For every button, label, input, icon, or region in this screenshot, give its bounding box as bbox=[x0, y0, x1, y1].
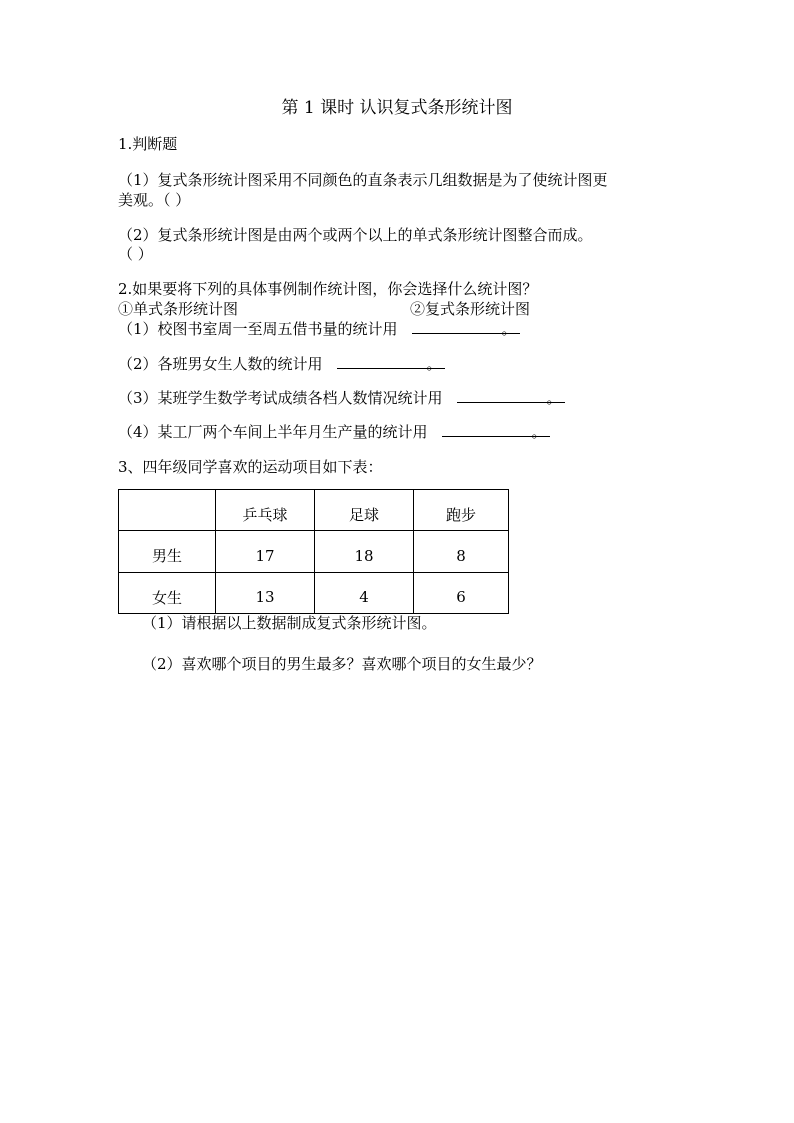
table-cell: 6 bbox=[414, 573, 509, 614]
q2-item-1-text: （1）校图书室周一至周五借书量的统计用 bbox=[118, 320, 398, 338]
q2-item-4 bbox=[118, 422, 550, 442]
table-cell: 8 bbox=[414, 531, 509, 573]
page-title: 第 1 课时 认识复式条形统计图 bbox=[281, 98, 513, 118]
q1-item1-line2: 美观。（ ） bbox=[118, 191, 191, 209]
q2-item-1 bbox=[118, 319, 520, 339]
q1-item2-line2: （ ） bbox=[118, 245, 153, 263]
q2-item-2-period: 。 bbox=[426, 355, 442, 373]
q2-item-3-text: （3）某班学生数学考试成绩各档人数情况统计用 bbox=[118, 389, 443, 407]
q2-choice-1: ①单式条形统计图 bbox=[118, 300, 239, 318]
q1-item2-line1: （2）复式条形统计图是由两个或两个以上的单式条形统计图整合而成。 bbox=[118, 226, 593, 244]
table-header-cell: 足球 bbox=[315, 490, 414, 531]
q2-item-1-period: 。 bbox=[501, 320, 517, 338]
table-cell: 4 bbox=[315, 573, 414, 614]
table-row bbox=[119, 531, 509, 573]
table-cell: 17 bbox=[216, 531, 315, 573]
q2-item-2-text: （2）各班男女生人数的统计用 bbox=[118, 355, 323, 373]
q2-item-2 bbox=[118, 354, 445, 374]
q2-item-4-period: 。 bbox=[531, 423, 547, 441]
q2-item-2-answer-blank[interactable] bbox=[337, 354, 445, 373]
q3-sub-1: （1）请根据以上数据制成复式条形统计图。 bbox=[142, 614, 437, 632]
q2-heading: 2.如果要将下列的具体事例制作统计图，你会选择什么统计图？ bbox=[118, 280, 538, 298]
table-header-cell: 乒乓球 bbox=[216, 490, 315, 531]
sports-table bbox=[118, 489, 509, 614]
q2-item-4-answer-blank[interactable] bbox=[442, 422, 550, 441]
table-header-row bbox=[119, 490, 509, 531]
table-header-cell bbox=[119, 490, 216, 531]
q1-heading: 1.判断题 bbox=[118, 135, 178, 153]
table-row bbox=[119, 573, 509, 614]
q3-heading: 3、四年级同学喜欢的运动项目如下表： bbox=[118, 458, 383, 476]
table-cell: 18 bbox=[315, 531, 414, 573]
q1-item1-line1: （1）复式条形统计图采用不同颜色的直条表示几组数据是为了使统计图更 bbox=[118, 171, 608, 189]
q2-item-4-text: （4）某工厂两个车间上半年月生产量的统计用 bbox=[118, 423, 428, 441]
q2-item-3-period: 。 bbox=[546, 389, 562, 407]
q2-item-3 bbox=[118, 388, 565, 408]
q3-sub-2: （2）喜欢哪个项目的男生最多？喜欢哪个项目的女生最少？ bbox=[142, 655, 542, 673]
q2-item-3-answer-blank[interactable] bbox=[457, 388, 565, 407]
table-cell: 女生 bbox=[119, 573, 216, 614]
table-cell: 13 bbox=[216, 573, 315, 614]
q2-choice-2: ②复式条形统计图 bbox=[410, 300, 531, 318]
table-cell: 男生 bbox=[119, 531, 216, 573]
table-header-cell: 跑步 bbox=[414, 490, 509, 531]
q2-item-1-answer-blank[interactable] bbox=[412, 319, 520, 338]
